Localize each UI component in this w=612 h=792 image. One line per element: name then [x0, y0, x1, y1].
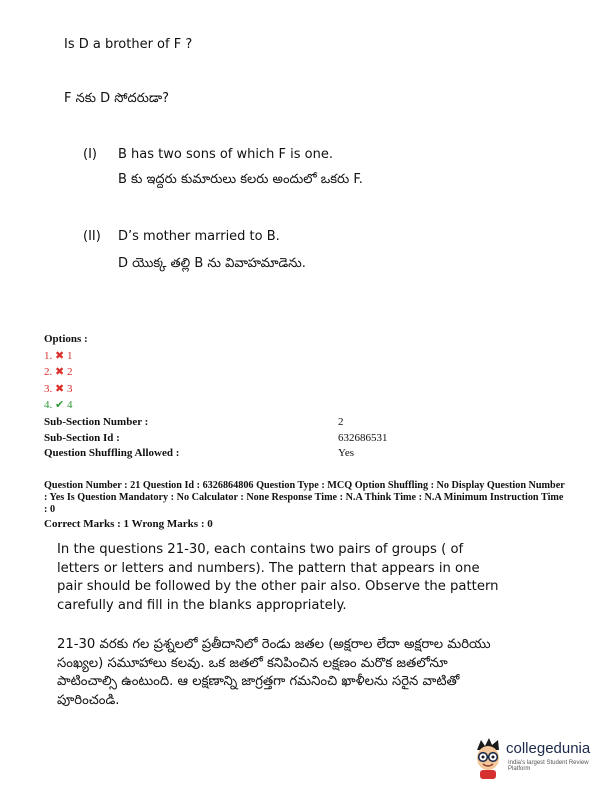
- question-telugu: F నకు D సోదరుడా?: [64, 91, 170, 106]
- statement-1-telugu: B కు ఇద్దరు కుమారులు కలరు అందులో ఒకరు F.: [118, 172, 363, 187]
- cross-icon: ✖: [55, 366, 65, 378]
- subsection-id-value: 632686531: [338, 432, 388, 444]
- question-meta: Question Number : 21 Question Id : 6326864806 Question Type : MCQ Option Shuffling : No Display Question Number : Yes Is Question Mandatory : No Calculator : None Response Time : N.A Think Time : N.A Minimum Instruction Time : 0: [44, 480, 565, 515]
- logo-tagline: India's largest Student Review Platform: [508, 760, 589, 772]
- subsection-number-label: Sub-Section Number :: [44, 416, 149, 428]
- logo-name: collegedunia: [506, 740, 591, 757]
- statement-2-number: (II): [83, 229, 101, 244]
- option-4[interactable]: 4. ✔ 4: [44, 399, 73, 411]
- statement-1-number: (I): [83, 147, 97, 162]
- question-english: Is D a brother of F ?: [64, 37, 193, 52]
- subsection-id-label: Sub-Section Id :: [44, 432, 120, 444]
- instructions-english: In the questions 21-30, each contains two pairs of groups ( of letters or letters and numbers). The pattern that appears in one pair should be followed by the other pair also. Observe the pattern carefully and fill in the blanks appropriately.: [57, 542, 499, 613]
- subsection-number-value: 2: [338, 416, 344, 428]
- shuffling-allowed-label: Question Shuffling Allowed :: [44, 447, 180, 459]
- check-icon: ✔: [55, 399, 65, 411]
- cross-icon: ✖: [55, 350, 65, 362]
- collegedunia-logo: [472, 736, 607, 784]
- option-1[interactable]: 1. ✖ 1: [44, 350, 73, 362]
- statement-1-english: B has two sons of which F is one.: [118, 147, 333, 162]
- option-3[interactable]: 3. ✖ 3: [44, 383, 73, 395]
- marks-line: Correct Marks : 1 Wrong Marks : 0: [44, 518, 213, 530]
- instructions-telugu: 21-30 వరకు గల ప్రశ్నలలో ప్రతీదానిలో రెండు జతల (అక్షరాల లేదా అక్షరాల మరియు సంఖ్యల) సమూహాలు కలవు. ఒక జతలో కనిపించిన లక్షణం మరొక జతలోనూ పాటించాల్సి ఉంటుంది. ఆ లక్షణాన్ని జాగ్రత్తగా గమనించి ఖాళీలను సరైన వాటితో పూరించండి.: [57, 637, 491, 708]
- shuffling-allowed-value: Yes: [338, 447, 355, 459]
- statement-2-english: D’s mother married to B.: [118, 229, 280, 244]
- statement-2-telugu: D యొక్క తల్లి B ను వివాహమాడెను.: [118, 256, 306, 271]
- cross-icon: ✖: [55, 383, 65, 395]
- options-heading: Options :: [44, 333, 88, 345]
- option-2[interactable]: 2. ✖ 2: [44, 366, 73, 378]
- mascot-icon: [472, 736, 504, 780]
